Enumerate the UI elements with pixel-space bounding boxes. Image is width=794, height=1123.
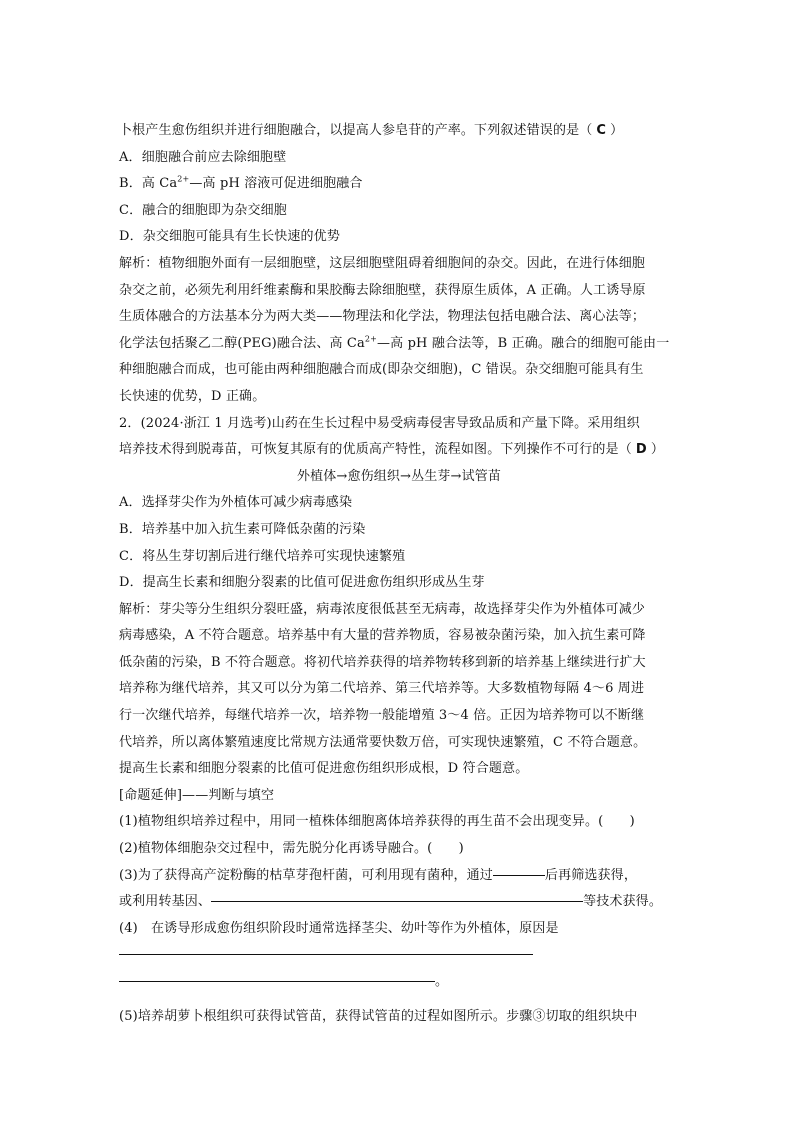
q2-option-a: A．选择芽尖作为外植体可减少病毒感染 xyxy=(119,495,353,511)
q1-analysis-line: 长快速的优势，D 正确。 xyxy=(119,388,266,404)
q1-answer: C xyxy=(596,123,607,138)
q1-stem-tail: 卜根产生愈伤组织并进行细胞融合，以提高人参皂苷的产率。下列叙述错误的是（ C ） xyxy=(119,123,624,138)
fill-blank[interactable] xyxy=(493,874,545,876)
q1-option-d: D．杂交细胞可能具有生长快速的优势 xyxy=(119,229,340,245)
extension-heading: [命题延伸]——判断与填空 xyxy=(119,787,275,803)
q2-stem-line: 培养技术得到脱毒苗，可恢复其原有的优质高产特性，流程如图。下列操作不可行的是（ D ） xyxy=(119,442,664,458)
q1-analysis-line: 化学法包括聚乙二醇(PEG)融合法、高 $Ca^{2+}—$高 pH 融合法等，B 正确。融合的细胞可能由一 xyxy=(119,334,670,351)
q1-analysis-line: 生质体融合的方法基本分为两大类——物理法和化学法，物理法包括电融合法、离心法等； xyxy=(119,309,646,325)
q2-analysis-line: 病毒感染，A 不符合题意。培养基中有大量的营养物质，容易被杂菌污染，加入抗生素可降 xyxy=(119,628,646,644)
q1-option-b: B．高 $Ca^{2+}—$高 pH 溶液可促进细胞融合 xyxy=(119,174,363,192)
q2-option-b: B．培养基中加入抗生素可降低杂菌的污染 xyxy=(119,521,366,537)
q2-answer: D xyxy=(635,442,647,458)
q2-analysis-line: 代培养，所以离体繁殖速度比常规方法通常要快数万倍，可实现快速繁殖，C 不符合题意。 xyxy=(119,734,647,750)
q2-flow-diagram: 外植体→愈伤组织→丛生芽→试管苗 xyxy=(296,468,502,484)
q1-analysis-line: 杂交之前，必须先利用纤维素酶和果胶酶去除细胞壁，获得原生质体，A 正确。人工诱导原 xyxy=(119,282,646,298)
fill-blank[interactable] xyxy=(119,980,435,982)
fill-blank[interactable] xyxy=(119,953,533,955)
extension-item-1: (1)植物组织培养过程中，用同一植株体细胞离体培养获得的再生苗不会出现变异。( ) xyxy=(119,814,635,830)
q1-analysis-line: 种细胞融合而成，也可能由两种细胞融合而成(即杂交细胞)，C 错误。杂交细胞可能具有生 xyxy=(119,362,644,378)
q2-analysis-line: 培养称为继代培养，其又可以分为第二代培养、第三代培养等。大多数植物每隔 4～6 周进 xyxy=(119,681,645,697)
q2-option-c: C．将丛生芽切割后进行继代培养可实现快速繁殖 xyxy=(119,548,406,564)
extension-item-4-blank: 。 xyxy=(119,969,679,996)
extension-item-3: (3)为了获得高产淀粉酶的枯草芽孢杆菌，可利用现有菌种，通过 后再筛选获得， xyxy=(119,867,637,883)
q2-analysis-line: 低杂菌的污染，B 不符合题意。将初代培养获得的培养物转移到新的培养基上继续进行扩大 xyxy=(119,654,646,670)
extension-item-5: (5)培养胡萝卜根组织可获得试管苗，获得试管苗的过程如图所示。步骤③切取的组织块中 xyxy=(119,1008,638,1024)
q1-option-c: C．融合的细胞即为杂交细胞 xyxy=(119,202,287,218)
q2-analysis-line: 提高生长素和细胞分裂素的比值可促进愈伤组织形成根，D 符合题意。 xyxy=(119,761,529,777)
fill-blank[interactable] xyxy=(211,900,583,902)
q2-analysis-line: 解析：芽尖等分生组织分裂旺盛，病毒浓度很低甚至无病毒，故选择芽尖作为外植体可减少 xyxy=(119,601,646,617)
extension-item-4: (4) 在诱导形成愈伤组织阶段时通常选择茎尖、幼叶等作为外植体，原因是 xyxy=(119,920,559,936)
q2-analysis-line: 行一次继代培养，每继代培养一次，培养物一般能增殖 3～4 倍。正因为培养物可以不断继 xyxy=(119,708,645,724)
q1-analysis-line: 解析：植物细胞外面有一层细胞壁，这层细胞壁阻碍着细胞间的杂交。因此，在进行体细胞 xyxy=(119,255,646,271)
q2-stem-line: 2．(2024·浙江 1 月选考)山药在生长过程中易受病毒侵害导致品质和产量下降。采用组织 xyxy=(119,415,640,431)
q1-option-a: A．细胞融合前应去除细胞壁 xyxy=(119,149,287,165)
extension-item-3-cont: 或利用转基因、 等技术获得。 xyxy=(119,894,662,910)
q2-option-d: D．提高生长素和细胞分裂素的比值可促进愈伤组织形成丛生芽 xyxy=(119,575,485,591)
extension-item-2: (2)植物体细胞杂交过程中，需先脱分化再诱导融合。( ) xyxy=(119,841,464,857)
document-page xyxy=(119,118,679,1030)
extension-item-4-blank xyxy=(119,942,679,969)
